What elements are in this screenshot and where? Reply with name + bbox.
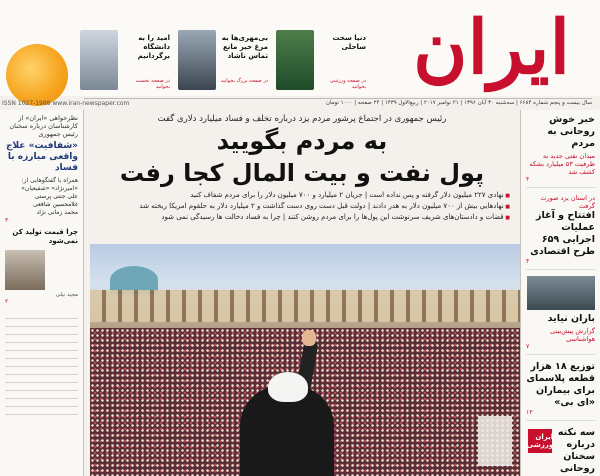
promo-title: امید را به دانشگاه برگردانیم [137,34,170,60]
page-number: ۴ [526,258,530,265]
main-photo [90,244,520,476]
author-photo [5,250,45,290]
bullet-item: ■ نهادهایی بیش از ۷۰۰ میلیون دلار به هدر دادند | دولت قبل دست روی دست گذاشت و ۲ میلیارد دلار به حلقوم امریکا ریخته شد [90,201,510,212]
left-section-head[interactable]: چرا قیمت تولید کن نمی‌شود [12,228,78,245]
section-logo-badge: ایران ورزشی [528,429,552,453]
promo-sub: در صفحه بزرگ بخوانید [220,78,268,84]
right-item-photo [527,276,595,310]
newspaper-logo: ایران [413,5,570,91]
right-item[interactable] [526,114,595,188]
masthead [0,0,600,96]
building-arches [90,290,520,322]
right-item-sub: گزارش پیش‌بینی هواشناسی [550,327,595,343]
promo-title: دنیا سخت ساحلی [332,34,366,51]
tagline: ISSN 1027-1988 www.iran-newspaper.com [2,100,130,107]
column-text-lines [5,311,78,421]
headline-line-2[interactable]: پول نفت و بیت المال کجا رفت [119,159,485,187]
author-caption: مجید نیلی [55,292,78,298]
right-item-title: افتتاح و آغاز عملیات اجرایی ۶۵۹ طرح اقتصادی [530,210,595,257]
page-number: ۲ [5,298,9,305]
promo-photo [276,30,314,90]
list-item: علی جنتی پرستی [34,193,78,200]
page-number: ۱۳ [526,409,533,416]
list-item: محمد زمانی نژاد [36,209,78,216]
promo-item[interactable] [276,30,366,90]
bullet-item: ■ قضات و دادستان‌های شریف سرنوشت این پول‌ها را برای مردم روشن کنند | چرا به فساد دخالت ها رسیدگی نمی شود [90,212,510,223]
page-number: ۳ [5,217,9,224]
dateline: سال بیست و پنجم شماره ۶۶۸۴ | سه‌شنبه ۳۰ آبان ۱۳۹۶ | ۲۱ نوامبر ۲۰۱۷ | ربیع‌الاول ۱۴۳۹ | ۲۴ صفحه | ۱۰۰۰ تومان [84,98,592,106]
promo-item[interactable] [80,30,170,90]
placard [478,416,512,466]
right-item-sub: میدان نفتی جدید به ظرفیت ۵۳ میلیارد بشکه کشف شد [529,152,595,176]
page-number: ۷ [526,343,530,350]
right-column [520,110,600,476]
list-item: غلامحسین شافعی [32,201,78,208]
promo-photo [80,30,118,90]
turban [268,372,308,402]
sun-icon [6,44,68,106]
right-item[interactable] [526,427,595,476]
raised-hand [302,330,316,346]
right-item-title: سه نکته درباره سخنان روحانی [557,427,595,474]
left-headline[interactable]: «شفافیت» علاج واقعی مبارزه با فساد [5,141,78,173]
left-intro: نظرخواهی «ایران» از کارشناسان درباره سخنان رئیس جمهوری [9,114,78,138]
promo-sub: در صفحه نخست بخوانید [135,78,170,90]
promo-sub: در صفحه ورزشی بخوانید [329,78,366,90]
promo-title: بی‌مهری‌ها به مرغ خیر مانع تماس ناشاد [221,34,268,60]
promo-item[interactable] [178,30,268,90]
left-body: همراه با گفتگوهایی از: «امیرنژاد» «شفیعیان» [21,177,78,192]
promo-photo [178,30,216,90]
main-story [84,110,520,476]
headline-line-1[interactable]: به مردم بگویید [216,127,388,155]
left-column [0,110,84,476]
right-item-sub: در استان یزد صورت گرفت [540,194,595,210]
right-item[interactable] [526,361,595,421]
page-number: ۴ [526,176,530,183]
right-item[interactable] [526,194,595,270]
right-item-title: توزیع ۱۸ هزار قطعه پلاسمای برای بیماران «ای بی» [526,361,595,408]
right-item-title: خبر خوش روحانی به مردم [547,114,595,149]
kicker: رئیس جمهوری در اجتماع پرشور مردم یزد درباره تخلف و فساد میلیارد دلاری گفت [157,114,447,124]
right-item-title: باران نیاید [547,313,595,324]
speaker-figure [240,358,334,476]
bullet-list [90,190,510,223]
bullet-item: ■ نهادی ۲۲۷ میلیون دلار گرفته و پس نداده است | جریان ۲ میلیارد و ۷۰۰ میلیون دلار را برای مردم شفاف کنید [90,190,510,201]
right-item[interactable] [526,276,595,355]
